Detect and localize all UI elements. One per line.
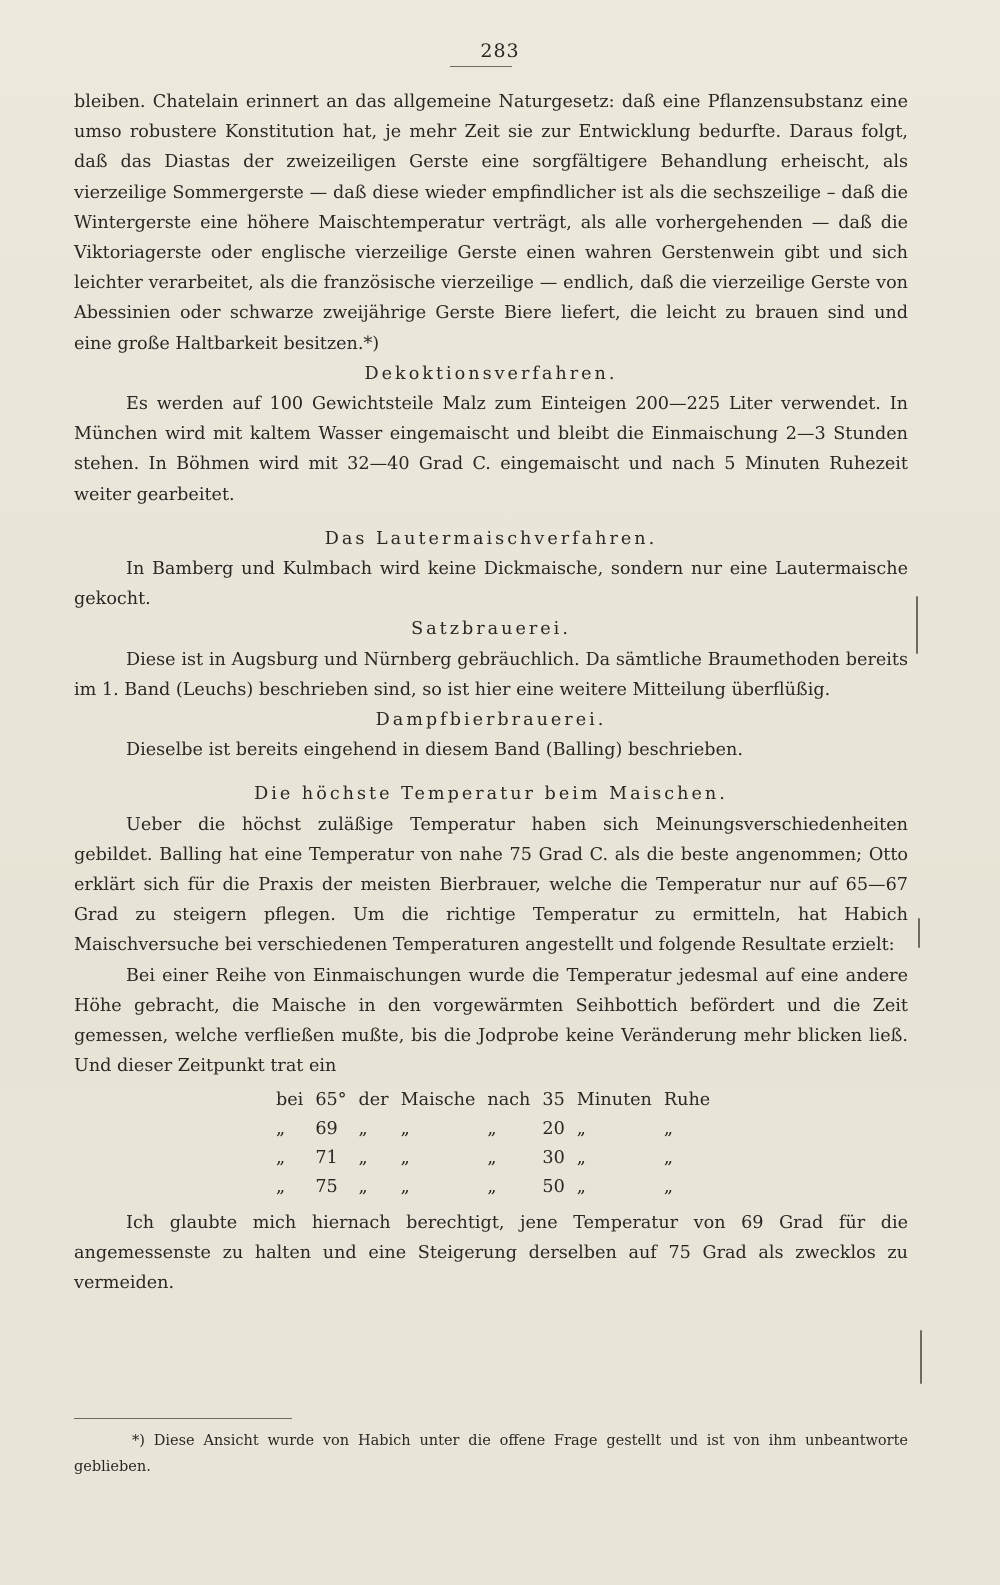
footnote-rule [74,1418,292,1419]
table-cell: „ [487,1176,497,1197]
paragraph: Bei einer Reihe von Einmaischungen wurde die Temperatur jedesmal auf eine andere Höhe gebracht, die Maische in den vorgewärmten Seihbottich befördert und die Zeit gemessen, welche verfließen mußte, bis die Jodprobe keine Veränderung mehr blicken ließ. Und dieser Zeitpunkt trat ein [74,965,908,1077]
table-cell: 50 [542,1176,565,1197]
footnote-text: Diese Ansicht wurde von Habich unter die offene Frage gestellt und ist von ihm unbeantworte geblieben. [74,1433,909,1475]
paragraph: Ich glaubte mich hiernach berechtigt, jene Temperatur von 69 Grad für die angemessenste zu halten und eine Steigerung derselben auf 75 Grad als zwecklos zu vermeiden. [74,1212,908,1293]
table-cell: „ [400,1176,410,1197]
paragraph: Diese ist in Augsburg und Nürnberg gebräuchlich. Da sämtliche Braumethoden bereits im 1. Band (Leuchs) beschrieben sind, so ist hier eine weitere Mitteilung überflüßig. [74,649,908,700]
table-cell: 75 [315,1176,338,1197]
paragraph: In Bamberg und Kulmbach wird keine Dickmaische, sondern nur eine Lautermaische gekocht. [74,559,908,610]
table-cell: „ [576,1176,586,1197]
paragraph: Dieselbe ist bereits eingehend in diesem Band (Balling) beschrieben. [126,740,743,761]
paragraph: Ueber die höchst zuläßige Temperatur haben sich Meinungsverschiedenheiten gebildet. Balling hat eine Temperatur von nahe 75 Grad C. als die beste angenommen; Otto erklärt sich für die Praxis der meisten Bierbrauer, welche die Temperatur nur auf 65—67 Grad zu steigern pflegen. Um die richtige Temperatur zu ermitteln, hat Habich Maischversuche bei verschiedenen Temperaturen angestellt und folgende Resultate erzielt: [74,814,908,956]
table-cell: 65° [315,1089,347,1110]
table-cell: Maische [400,1089,476,1110]
table-cell: „ [663,1118,674,1139]
section-heading: Dekoktionsverfahren. [364,363,618,384]
spacer [74,765,908,779]
paragraph: Es werden auf 100 Gewichtsteile Malz zum Einteigen 200—225 Liter verwendet. In München wird mit kaltem Wasser eingemaischt und bleibt die Einmaischung 2—3 Stunden stehen. In Böhmen wird mit 32—40 Grad C. eingemaischt und nach 5 Minuten Ruhezeit weiter gearbeitet. [74,394,908,505]
margin-mark [920,1330,922,1384]
table-cell: „ [663,1147,674,1168]
footnote [74,1428,908,1480]
footnote-marker: *) [132,1433,145,1449]
table-cell: „ [276,1147,286,1168]
table-cell: „ [400,1147,410,1168]
table-cell: „ [358,1147,368,1168]
results-table [270,1086,716,1202]
table-cell: „ [487,1118,497,1139]
table-cell: Minuten [576,1089,652,1110]
section-heading: Dampfbierbrauerei. [375,710,607,731]
table-cell: „ [400,1118,410,1139]
table-cell: „ [663,1176,674,1197]
header-rule [450,66,512,67]
margin-mark [916,596,918,654]
table-cell: 69 [315,1118,338,1139]
table-cell: 71 [315,1147,338,1168]
table-cell: bei [276,1089,304,1110]
table-cell: 30 [542,1147,565,1168]
paragraph: bleiben. Chatelain erinnert an das allgemeine Naturgesetz: daß eine Pflanzensubstanz eine umso robustere Konstitution hat, je mehr Zeit sie zur Entwicklung bedurfte. Daraus folgt, daß das Diastas der zweizeiligen Gerste eine sorgfältigere Behandlung erheischt, als vierzeilige Sommergerste — daß diese wieder empfindlicher ist als die sechszeilige – daß die Wintergerste eine höhere Maischtemperatur verträgt, als alle vorhergehenden — daß die Viktoriagerste oder englische vierzeilige Gerste einen wahren Gerstenwein gibt und sich leichter verarbeitet, als die französische vierzeilige — endlich, daß die vierzeilige Gerste von Abessinien oder schwarze zweijährige Gerste Biere liefert, die leicht zu brauen sind und eine große Haltbarkeit besitzen.*) [74,92,908,354]
table-row [270,1144,716,1173]
body-text [74,87,908,1298]
table-cell: „ [576,1118,586,1139]
table-row [270,1115,716,1144]
section-heading: Die höchste Temperatur beim Maischen. [254,784,728,805]
table-cell: „ [487,1147,497,1168]
table-row [270,1173,716,1202]
table-cell: „ [276,1118,286,1139]
table-cell: 20 [542,1118,565,1139]
table-cell: nach [487,1089,531,1110]
table-cell: „ [576,1147,586,1168]
table-cell: „ [358,1176,368,1197]
table-cell: „ [276,1176,286,1197]
page-number: 283 [480,40,520,62]
margin-mark [918,918,920,948]
section-heading: Satzbrauerei. [411,619,571,640]
table-row [270,1086,716,1115]
table-cell: der [358,1089,389,1110]
table-cell: Ruhe [663,1089,711,1110]
table-cell: „ [358,1118,368,1139]
section-heading: Das Lautermaischverfahren. [324,528,658,549]
spacer [74,510,908,524]
table-cell: 35 [542,1089,565,1110]
